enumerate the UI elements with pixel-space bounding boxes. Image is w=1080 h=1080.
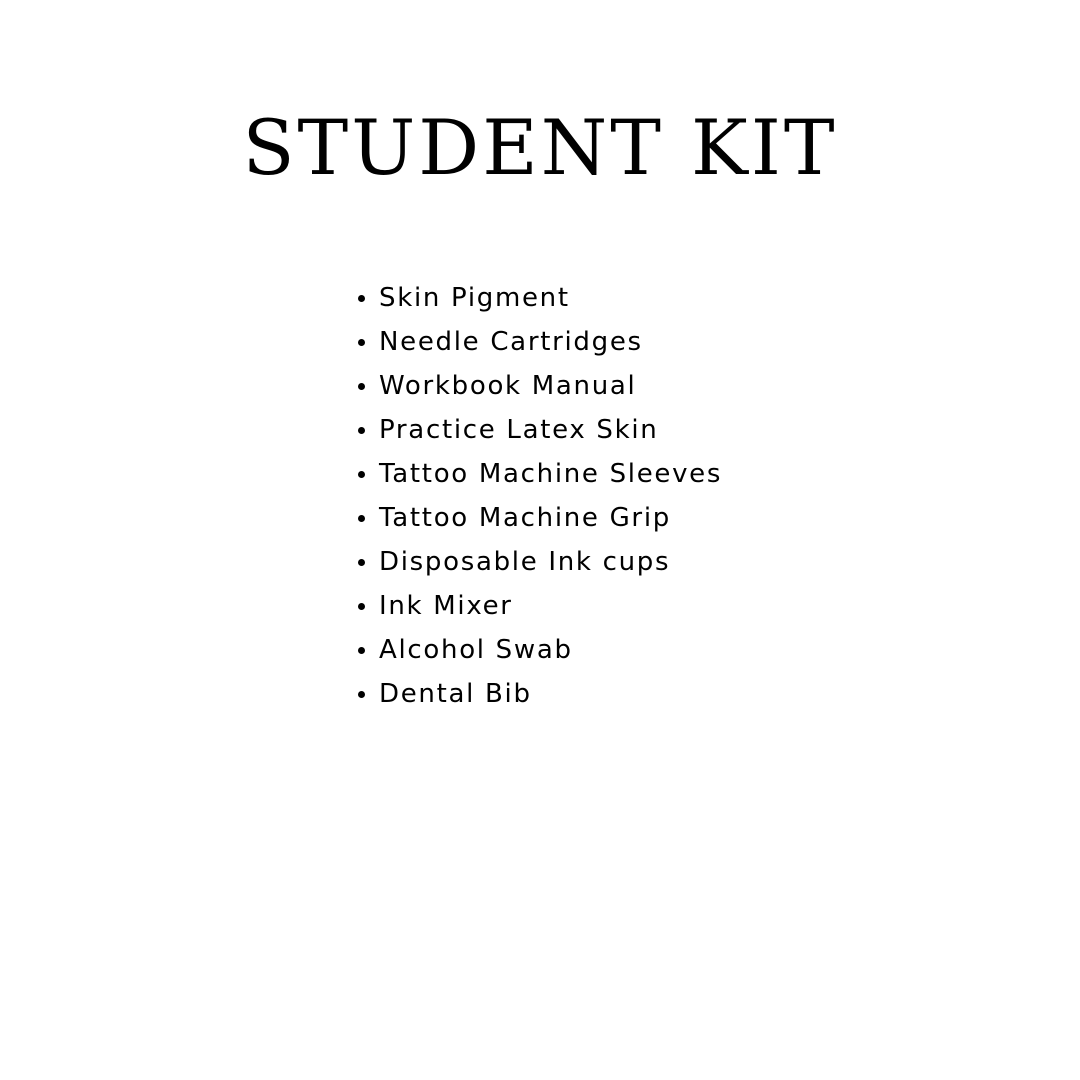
list-item xyxy=(358,628,722,672)
page-title: STUDENT KIT xyxy=(242,103,838,192)
list-item-label: Tattoo Machine Grip xyxy=(379,503,671,533)
list-item xyxy=(358,672,722,716)
bullet-icon xyxy=(358,471,365,478)
list-item-label: Disposable Ink cups xyxy=(379,547,671,577)
list-item-label: Dental Bib xyxy=(379,679,532,709)
list-item xyxy=(358,364,722,408)
bullet-icon xyxy=(358,559,365,566)
list-item-label: Skin Pigment xyxy=(379,283,570,313)
list-item xyxy=(358,452,722,496)
list-item xyxy=(358,276,722,320)
list-item xyxy=(358,584,722,628)
list-item-label: Practice Latex Skin xyxy=(379,415,659,445)
bullet-icon xyxy=(358,339,365,346)
list-item-label: Ink Mixer xyxy=(379,591,513,621)
bullet-icon xyxy=(358,515,365,522)
bullet-icon xyxy=(358,427,365,434)
list-item-label: Needle Cartridges xyxy=(379,327,643,357)
list-item-label: Alcohol Swab xyxy=(379,635,573,665)
bullet-icon xyxy=(358,295,365,302)
list-item xyxy=(358,496,722,540)
bullet-icon xyxy=(358,691,365,698)
list-item-label: Tattoo Machine Sleeves xyxy=(379,459,723,489)
bullet-icon xyxy=(358,603,365,610)
kit-items-list xyxy=(358,276,722,716)
list-item xyxy=(358,408,722,452)
list-item-label: Workbook Manual xyxy=(379,371,637,401)
bullet-icon xyxy=(358,383,365,390)
list-item xyxy=(358,320,722,364)
bullet-icon xyxy=(358,647,365,654)
list-item xyxy=(358,540,722,584)
